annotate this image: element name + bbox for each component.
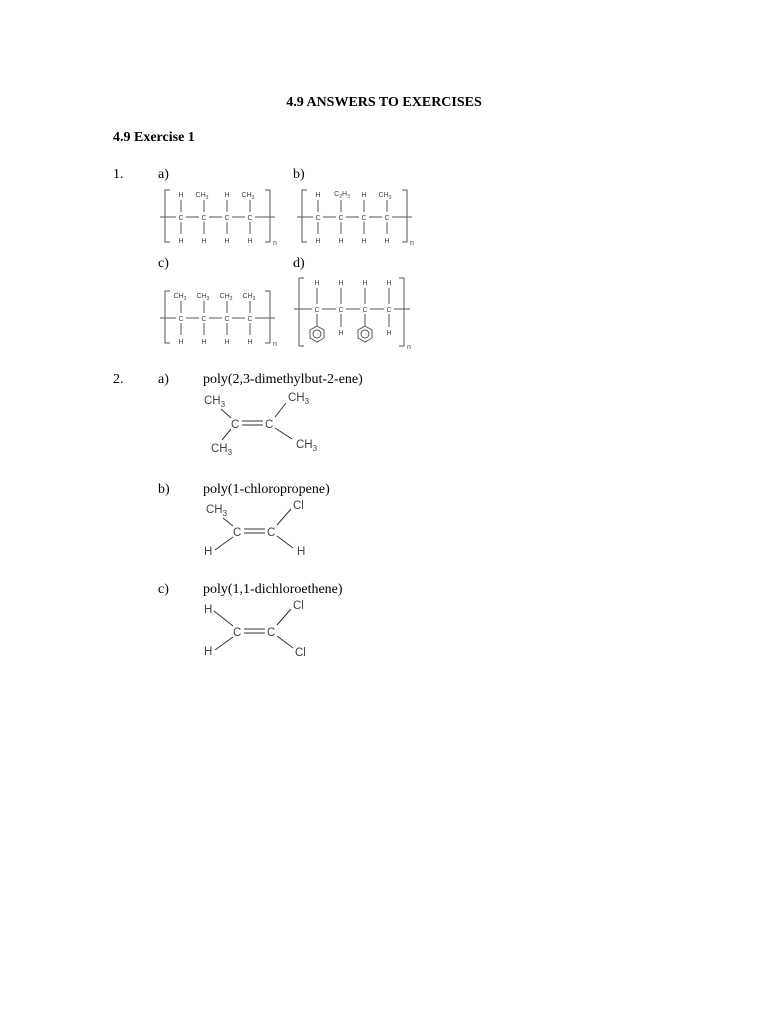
q2-a-structure <box>195 388 335 463</box>
svg-text:C: C <box>178 215 184 222</box>
svg-text:CH3: $CH_3$ <box>196 293 210 302</box>
svg-text:H: H <box>204 604 213 616</box>
svg-text:CH3: $CH_3$ <box>242 293 256 302</box>
q2-number: 2. <box>113 372 124 387</box>
svg-text:C: C <box>384 215 390 222</box>
svg-text:CH3: $CH_3$ <box>211 443 233 457</box>
svg-text:CH3: $CH_3$ <box>204 395 226 409</box>
q2-a-label: a) <box>158 372 169 387</box>
svg-text:H: H <box>224 192 230 199</box>
right-bracket <box>265 190 270 242</box>
svg-text:H: H <box>384 238 390 245</box>
svg-text:CH3: $CH_3$ <box>206 504 228 518</box>
svg-text:C2H3: $C_2H_3$ <box>334 191 350 200</box>
svg-text:H: H <box>297 546 306 558</box>
svg-text:H: H <box>178 339 184 346</box>
svg-text:H: H <box>338 238 344 245</box>
phenyl-ring-2 <box>358 326 372 342</box>
q1-d-label: d) <box>293 256 305 271</box>
svg-text:H: H <box>362 280 368 287</box>
svg-text:H: H <box>201 339 207 346</box>
svg-text:C: C <box>314 307 320 314</box>
svg-text:n: n <box>410 240 414 247</box>
q1-c-structure <box>155 286 280 351</box>
svg-text:H: H <box>178 192 184 199</box>
q2-c-label: c) <box>158 582 169 597</box>
q1-b-structure <box>292 185 417 250</box>
svg-text:CH3: $CH_3$ <box>173 293 187 302</box>
svg-text:n: n <box>273 240 277 247</box>
left-bracket <box>165 190 170 242</box>
svg-text:H: H <box>314 280 320 287</box>
q1-d-structure <box>292 274 417 354</box>
q2-b-name: poly(1-chloropropene) <box>203 482 330 497</box>
svg-text:H: H <box>386 330 392 337</box>
svg-text:n: n <box>273 341 277 348</box>
svg-text:H: H <box>386 280 392 287</box>
right-bracket <box>402 190 407 242</box>
svg-text:C: C <box>338 215 344 222</box>
svg-text:Cl: Cl <box>293 600 304 612</box>
q2-c-structure <box>195 598 335 663</box>
q2-b-label: b) <box>158 482 170 497</box>
svg-text:H: H <box>204 646 213 658</box>
page-title: 4.9 ANSWERS TO EXERCISES <box>286 95 482 110</box>
svg-text:CH3: $CH_3$ <box>195 192 209 201</box>
svg-text:H: H <box>224 238 230 245</box>
left-bracket <box>299 278 304 346</box>
svg-text:H: H <box>338 330 344 337</box>
svg-text:C: C <box>386 307 392 314</box>
right-bracket <box>265 291 270 343</box>
svg-text:H: H <box>247 238 253 245</box>
svg-text:CH3: $CH_3$ <box>296 439 318 453</box>
right-bracket <box>399 278 404 346</box>
svg-text:H: H <box>361 238 367 245</box>
svg-text:Cl: Cl <box>293 500 304 512</box>
svg-text:C: C <box>361 215 367 222</box>
svg-text:C: C <box>233 627 242 639</box>
svg-text:C: C <box>247 215 253 222</box>
svg-text:Cl: Cl <box>295 647 306 659</box>
q2-c-name: poly(1,1-dichloroethene) <box>203 582 343 597</box>
svg-text:H: H <box>204 546 213 558</box>
q1-number: 1. <box>113 167 124 182</box>
svg-text:C: C <box>233 527 242 539</box>
q1-a-structure <box>155 185 280 250</box>
phenyl-ring-1 <box>310 326 324 342</box>
q1-c-label: c) <box>158 256 169 271</box>
left-bracket <box>302 190 307 242</box>
left-bracket <box>165 291 170 343</box>
svg-text:H: H <box>361 192 367 199</box>
q1-b-label: b) <box>293 167 305 182</box>
q2-b-structure <box>195 498 335 563</box>
svg-text:CH3: $CH_3$ <box>288 392 310 406</box>
svg-text:C: C <box>178 316 184 323</box>
svg-text:C: C <box>265 419 274 431</box>
q1-a-label: a) <box>158 167 169 182</box>
svg-text:C: C <box>224 316 230 323</box>
svg-text:CH3: $CH_3$ <box>241 192 255 201</box>
svg-text:H: H <box>201 238 207 245</box>
q2-a-name: poly(2,3-dimethylbut-2-ene) <box>203 372 363 387</box>
svg-text:H: H <box>247 339 253 346</box>
svg-text:H: H <box>315 238 321 245</box>
svg-text:C: C <box>224 215 230 222</box>
svg-text:C: C <box>315 215 321 222</box>
svg-text:CH3: $CH_3$ <box>219 293 233 302</box>
svg-text:H: H <box>338 280 344 287</box>
svg-text:C: C <box>338 307 344 314</box>
svg-text:C: C <box>362 307 368 314</box>
svg-text:n: n <box>407 344 411 351</box>
svg-text:C: C <box>267 627 276 639</box>
svg-text:C: C <box>201 215 207 222</box>
svg-text:H: H <box>178 238 184 245</box>
svg-text:C: C <box>267 527 276 539</box>
svg-text:CH3: $CH_3$ <box>378 192 392 201</box>
svg-text:C: C <box>201 316 207 323</box>
svg-text:C: C <box>231 419 240 431</box>
svg-text:H: H <box>224 339 230 346</box>
svg-text:C: C <box>247 316 253 323</box>
exercise-heading: 4.9 Exercise 1 <box>113 130 195 145</box>
svg-text:H: H <box>315 192 321 199</box>
